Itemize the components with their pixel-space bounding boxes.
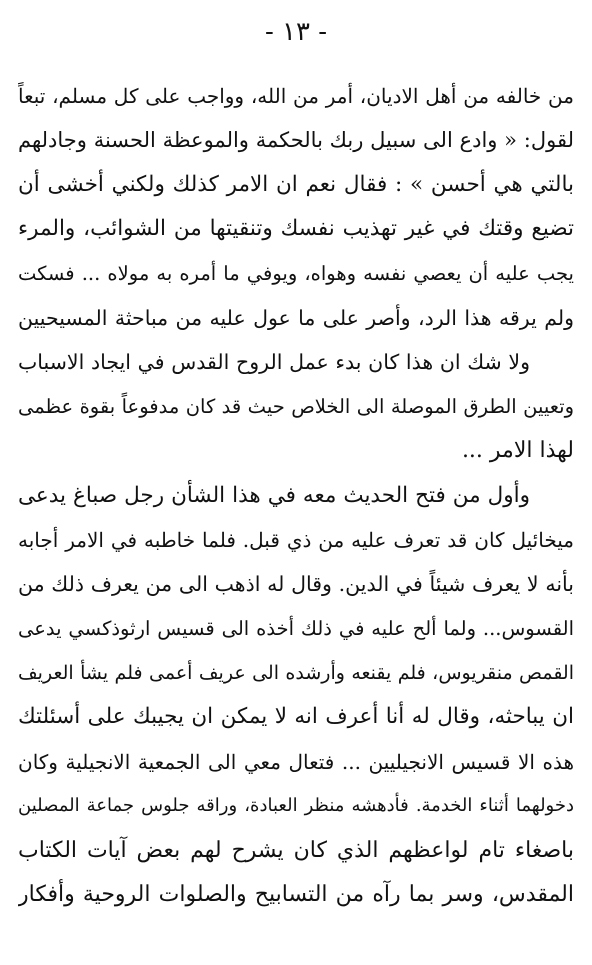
- text-line: لقول: « وادع الى سبيل ربك بالحكمة والموعظة الحسنة وجادلهم: [18, 128, 574, 153]
- text-line: بأنه لا يعرف شيئاً في الدين. وقال له اذهب الى من يعرف ذلك من: [18, 572, 574, 597]
- body-text: [18, 74, 574, 917]
- paragraph-start-line: ولا شك ان هذا كان بدء عمل الروح القدس في ايجاد الاسباب: [18, 350, 530, 375]
- text-line: ميخائيل كان قد تعرف عليه من ذي قبل. فلما خاطبه في الامر أجابه: [18, 527, 574, 552]
- page-number: - ١٣ -: [264, 17, 328, 47]
- text-line: دخولهما أثناء الخدمة. فأدهشه منظر العبادة، وراقه جلوس جماعة المصلين: [18, 795, 574, 817]
- text-line: باصغاء تام لواعظهم الذي كان يشرح لهم بعض آيات الكتاب: [18, 837, 574, 863]
- text-line: القمص منقريوس، فلم يقنعه وأرشده الى عريف أعمى فلم يشأ العريف: [18, 662, 574, 685]
- text-line: من خالفه من أهل الاديان، أمر من الله، وواجب على كل مسلم، تبعاً: [18, 84, 574, 108]
- text-line: بالتي هي أحسن » : فقال نعم ان الامر كذلك ولكني أخشى أن: [18, 171, 574, 197]
- text-line: تضيع وقتك في غير تهذيب نفسك وتنقيتها من الشوائب، والمرء: [18, 216, 574, 242]
- text-line: المقدس، وسر بما رآه من التسابيح والصلوات الروحية وأفكار: [18, 882, 574, 908]
- paragraph-start-line: وأول من فتح الحديث معه في هذا الشأن رجل صباغ يدعى: [18, 482, 530, 508]
- text-line: هذه الا قسيس الانجيليين ... فتعال معي الى الجمعية الانجيلية وكان: [18, 749, 574, 774]
- text-line: القسوس... ولما ألح عليه في ذلك أخذه الى قسيس ارثوذكسي يدعى: [18, 616, 574, 640]
- text-line: ان يباحثه، وقال له أنا أعرف انه لا يمكن ان يجيبك على أسئلتك: [18, 704, 574, 730]
- text-line: ولم يرقه هذا الرد، وأصر على ما عول عليه من مباحثة المسيحيين: [18, 305, 574, 330]
- text-line: وتعيين الطرق الموصلة الى الخلاص حيث قد كان مدفوعاً بقوة عظمى: [18, 394, 574, 418]
- text-line: يجب عليه أن يعصي نفسه وهواه، ويوفي ما أمره به مولاه ... فسكت: [18, 261, 574, 285]
- paragraph-end-line: لهذا الامر ...: [461, 438, 574, 464]
